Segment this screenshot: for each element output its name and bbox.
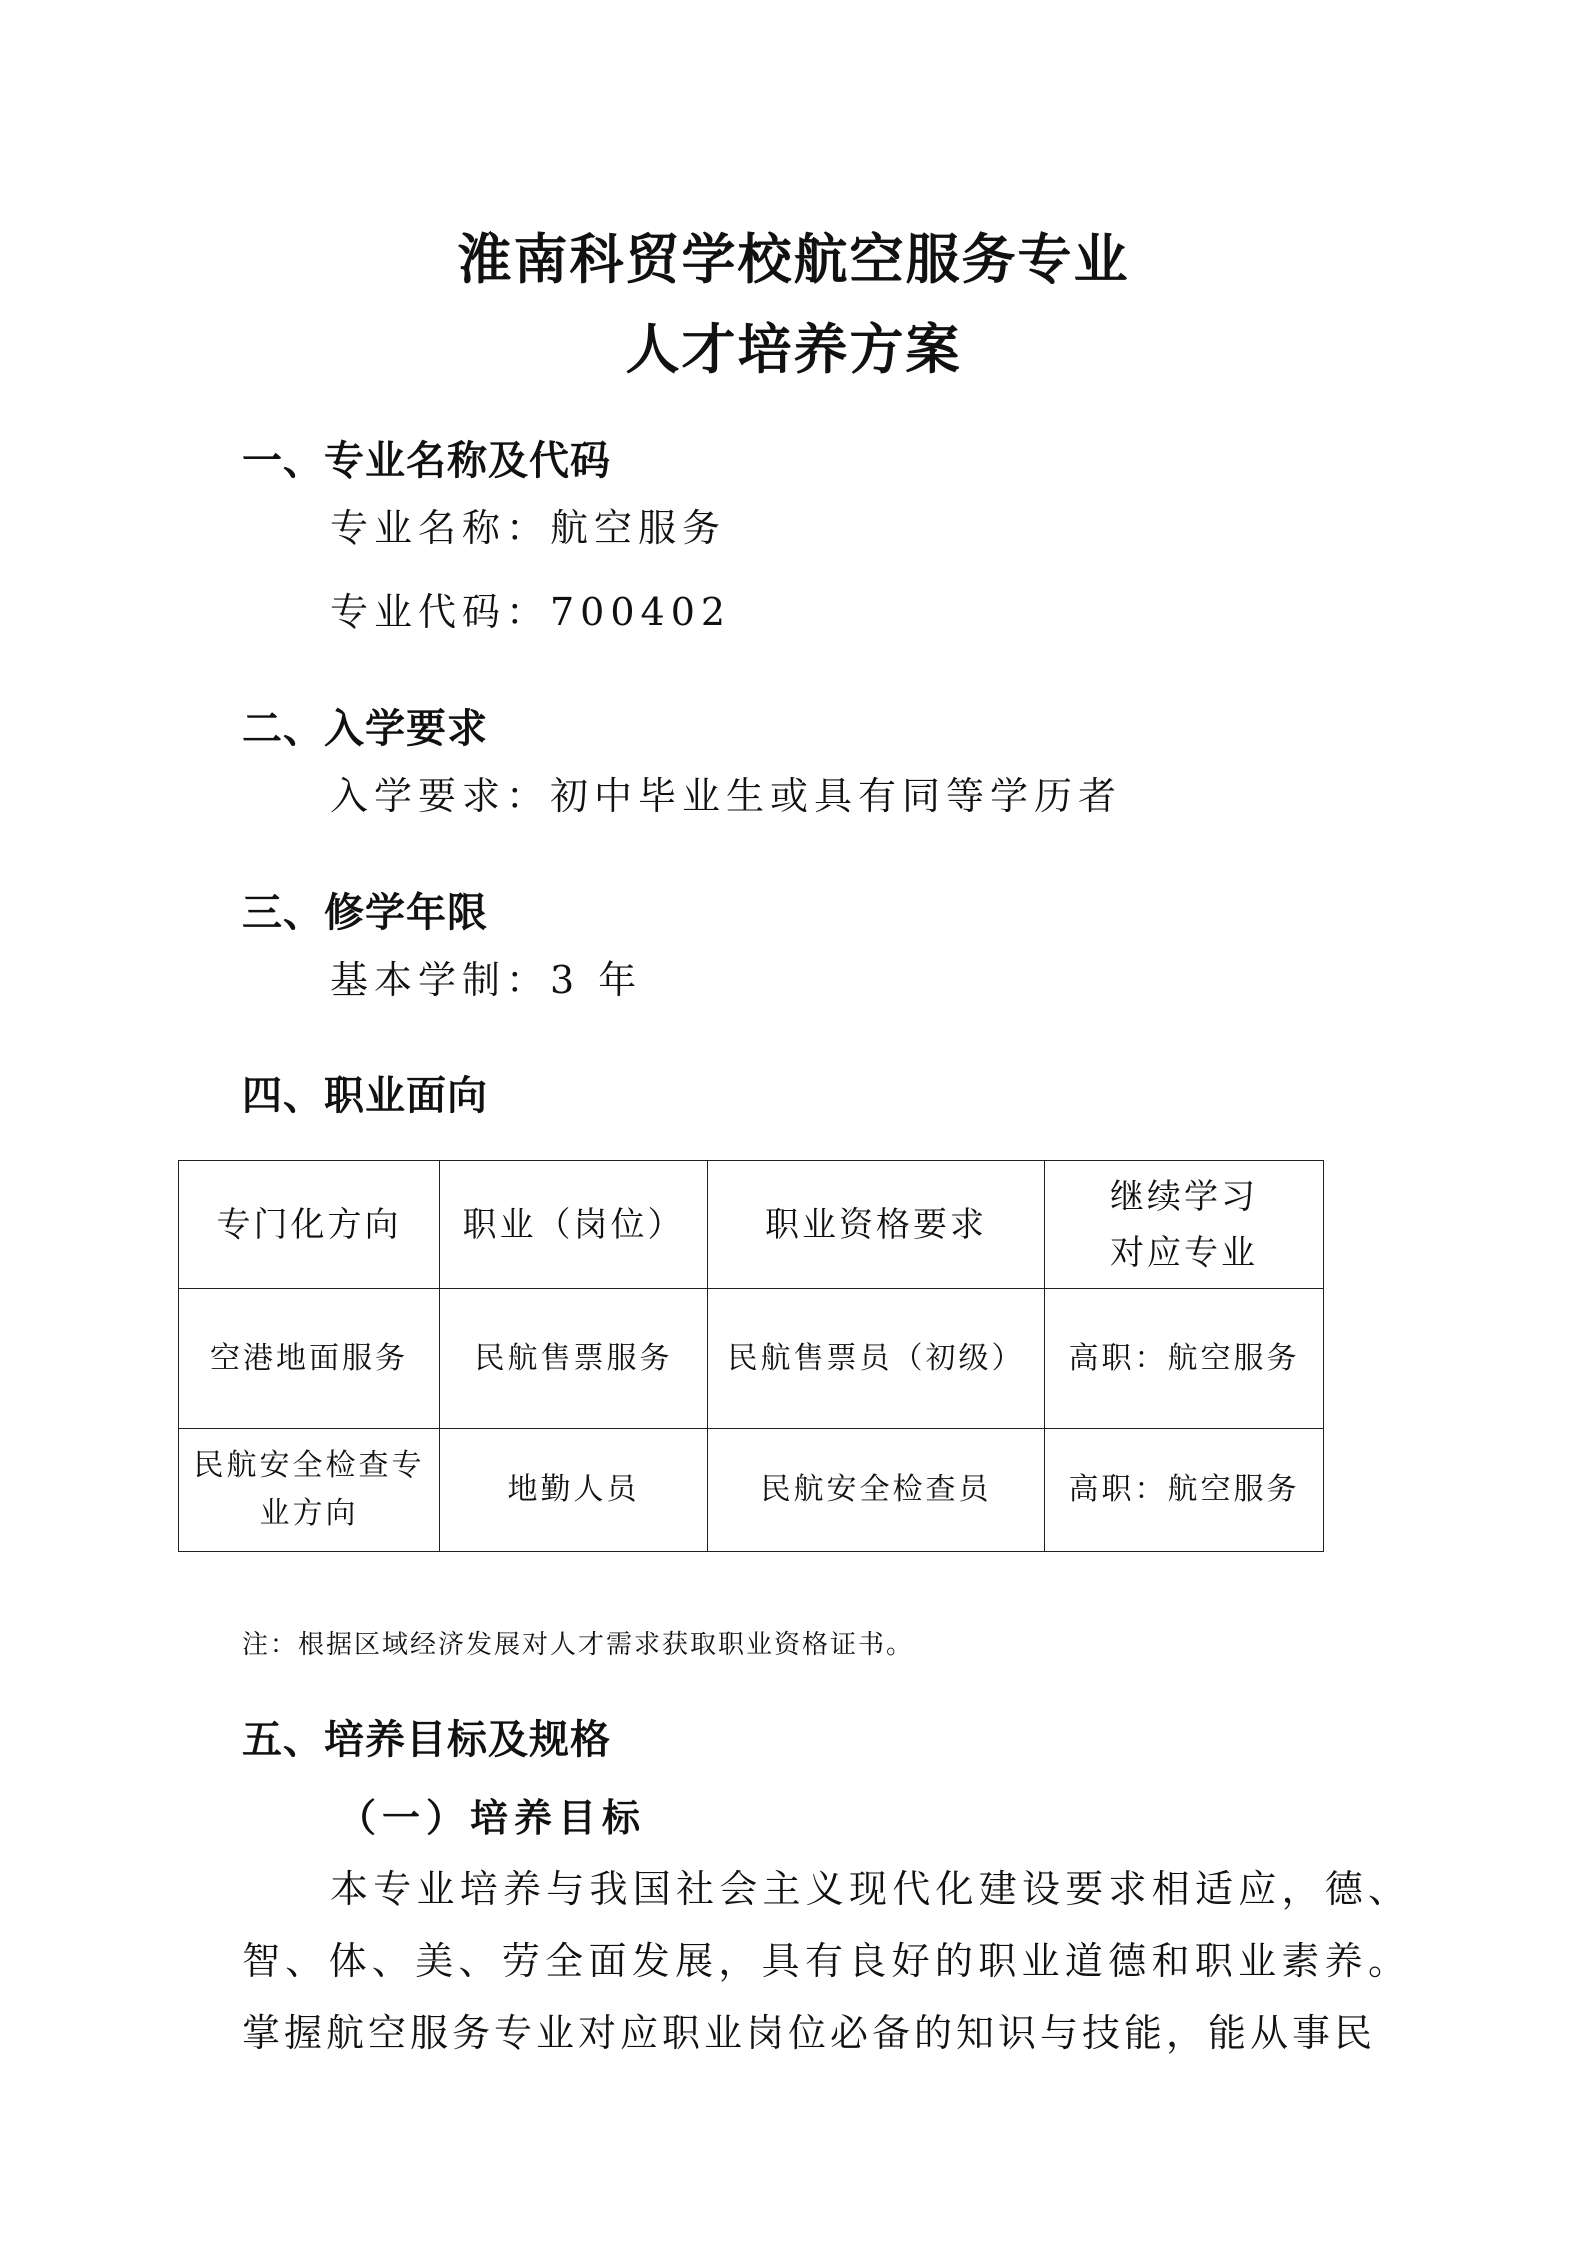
study-duration-line: 基本学制：3 年 [330, 958, 643, 1002]
cell-specialization: 民航安全检查专业方向 [179, 1429, 440, 1552]
header-specialization: 专门化方向 [179, 1161, 440, 1289]
cell-occupation: 地勤人员 [440, 1429, 708, 1552]
major-name-line: 专业名称：航空服务 [330, 506, 727, 550]
table-row [179, 1289, 1324, 1429]
table-footnote: 注：根据区域经济发展对人才需求获取职业资格证书。 [242, 1630, 915, 1660]
major-code-line: 专业代码：700402 [330, 590, 732, 634]
cell-specialization: 空港地面服务 [179, 1289, 440, 1429]
cell-further-study: 高职：航空服务 [1045, 1289, 1324, 1429]
section-heading-career: 四、职业面向 [242, 1073, 488, 1119]
section-heading-admission: 二、入学要求 [242, 706, 488, 752]
table-row [179, 1429, 1324, 1552]
subsection-heading-training-goal: （一）培养目标 [338, 1795, 647, 1840]
cell-further-study: 高职：航空服务 [1045, 1429, 1324, 1552]
admission-requirement-line: 入学要求：初中毕业生或具有同等学历者 [330, 774, 1123, 818]
document-title-line-2: 人才培养方案 [625, 317, 962, 381]
document-title-line-1: 淮南科贸学校航空服务专业 [457, 227, 1130, 291]
header-occupation: 职业（岗位） [440, 1161, 708, 1289]
header-qualification: 职业资格要求 [708, 1161, 1045, 1289]
table-header-row [179, 1161, 1324, 1289]
cell-occupation: 民航售票服务 [440, 1289, 708, 1429]
training-goal-paragraph: 本专业培养与我国社会主义现代化建设要求相适应，德、智、体、美、劳全面发展，具有良好的职业道德和职业素养。掌握航空服务专业对应职业岗位必备的知识与技能，能从事民 [242, 1867, 1410, 2055]
header-further-study: 继续学习 对应专业 [1045, 1161, 1324, 1289]
career-orientation-table [178, 1160, 1324, 1552]
section-heading-major-name: 一、专业名称及代码 [242, 438, 611, 484]
cell-qualification: 民航售票员（初级） [708, 1289, 1045, 1429]
section-heading-training-goals: 五、培养目标及规格 [242, 1717, 611, 1763]
section-heading-duration: 三、修学年限 [242, 890, 488, 936]
cell-qualification: 民航安全检查员 [708, 1429, 1045, 1552]
